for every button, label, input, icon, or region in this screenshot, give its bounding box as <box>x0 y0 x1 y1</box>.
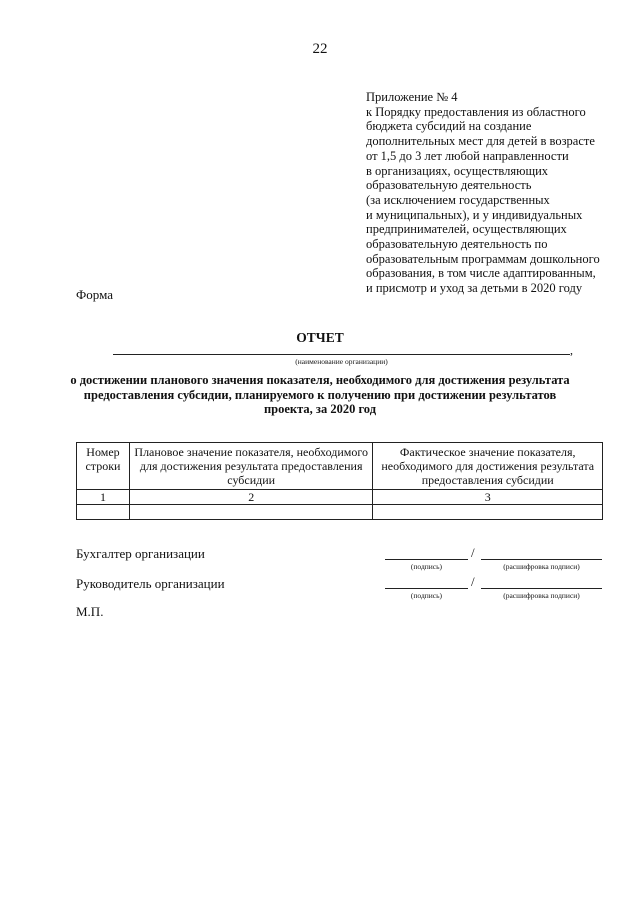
appendix-line: бюджета субсидий на создание <box>366 119 532 134</box>
appendix-line: к Порядку предоставления из областного <box>366 104 586 119</box>
organization-name-caption: (наименование организации) <box>295 357 388 366</box>
appendix-header <box>366 90 628 296</box>
accountant-signature-line[interactable] <box>385 559 468 560</box>
report-subject-line: предоставления субсидии, планируемого к получению при достижении результатов <box>83 387 557 402</box>
appendix-line: и муниципальных), и у индивидуальных <box>366 207 583 222</box>
header-row-number: Номер строки <box>77 443 130 490</box>
report-table <box>76 442 603 520</box>
appendix-line: образования, в том числе адаптированным, <box>366 266 596 281</box>
head-signature-line[interactable] <box>385 588 468 589</box>
row-number-cell[interactable] <box>77 504 130 519</box>
document-title: ОТЧЕТ <box>296 330 344 345</box>
table-row <box>77 504 603 519</box>
accountant-decode-line[interactable] <box>481 559 602 560</box>
appendix-line: образовательную деятельность <box>366 178 532 193</box>
appendix-line: Приложение № 4 <box>366 90 458 104</box>
stamp-label: М.П. <box>76 604 104 619</box>
appendix-line: в организациях, осуществляющих <box>366 163 549 178</box>
appendix-line: и присмотр и уход за детьми в 2020 году <box>366 281 583 296</box>
report-subject <box>70 373 570 417</box>
head-signature-caption: (подпись) <box>410 591 443 600</box>
head-label: Руководитель организации <box>76 576 225 591</box>
report-subject-line: проекта, за 2020 год <box>263 402 377 416</box>
head-slash: / <box>471 574 475 589</box>
header-actual-value: Фактическое значение показателя, необходимого для достижения результата предоставления субсидии <box>373 443 603 490</box>
appendix-line: дополнительных мест для детей в возрасте <box>366 134 595 149</box>
accountant-slash: / <box>471 545 475 560</box>
accountant-label: Бухгалтер организации <box>76 546 205 561</box>
appendix-line: (за исключением государственных <box>366 192 550 207</box>
header-planned-value: Плановое значение показателя, необходимого для достижения результата предоставления субсидии <box>129 443 372 490</box>
planned-value-cell[interactable] <box>129 504 372 519</box>
appendix-line: предпринимателей, осуществляющих <box>366 222 567 237</box>
page-number: 22 <box>312 41 328 57</box>
column-number-1: 1 <box>77 489 130 504</box>
appendix-line: образовательную деятельность по <box>366 237 548 252</box>
table-column-number-row <box>77 489 603 504</box>
appendix-line: от 1,5 до 3 лет любой направленности <box>366 148 569 163</box>
form-label: Форма <box>76 287 113 302</box>
table-header-row <box>77 443 603 490</box>
report-subject-line: о достижении планового значения показателя, необходимого для достижения результата <box>70 373 570 387</box>
organization-comma: , <box>570 343 573 357</box>
accountant-signature-caption: (подпись) <box>410 562 443 571</box>
column-number-2: 2 <box>129 489 372 504</box>
appendix-line: образовательным программам дошкольного <box>366 251 600 266</box>
actual-value-cell[interactable] <box>373 504 603 519</box>
head-decode-caption: (расшифровка подписи) <box>503 591 580 600</box>
organization-name-line <box>113 354 570 355</box>
head-decode-line[interactable] <box>481 588 602 589</box>
accountant-decode-caption: (расшифровка подписи) <box>503 562 580 571</box>
column-number-3: 3 <box>373 489 603 504</box>
